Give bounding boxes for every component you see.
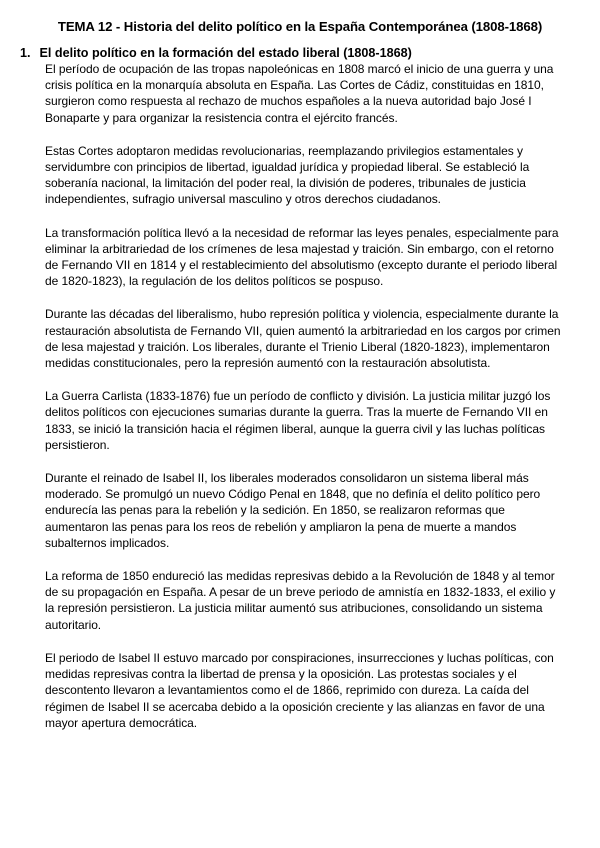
section-heading (20, 45, 412, 61)
paragraph: La reforma de 1850 endureció las medidas represivas debido a la Revolución de 1848 y al temor de su propagación en España. A pesar de un breve periodo de amnistía en 1832-1833, el exilio y la represión persistieron. La justicia militar aumentó sus atribuciones, consolidando un sistema autoritario. (45, 569, 556, 632)
paragraph: La transformación política llevó a la necesidad de reformar las leyes penales, especialmente para eliminar la arbitrariedad de los crímenes de lesa majestad y traición. Sin embargo, con el retorno de Fernando VII en 1814 y el restablecimiento del absolutismo (excepto durante el periodo liberal de 1820-1823), la regulación de los delitos políticos se pospuso. (45, 225, 559, 289)
section-body (45, 61, 565, 748)
document-title: TEMA 12 - Historia del delito político en la España Contemporánea (1808-1868) (57, 19, 543, 34)
section-title: El delito político en la formación del estado liberal (1808-1868) (39, 46, 412, 60)
paragraph: Durante las décadas del liberalismo, hubo represión política y violencia, especialmente durante la restauración absolutista de Fernando VII, quien aumentó la arbitrariedad en los cargos por crimen de lesa majestad y traición. Los liberales, durante el Trienio Liberal (1820-1823), implementaron medidas constitucionales, pero la represión aumentó con la restauración absolutista. (45, 307, 561, 371)
paragraph: La Guerra Carlista (1833-1876) fue un período de conflicto y división. La justicia militar juzgó los delitos políticos con ejecuciones sumarias durante la guerra. Tras la muerte de Fernando VII en 1833, se inició la transición hacia el régimen liberal, aunque la guerra civil y las luchas políticas persistieron. (45, 389, 551, 452)
paragraph: Durante el reinado de Isabel II, los liberales moderados consolidaron un sistema liberal más moderado. Se promulgó un nuevo Código Penal en 1848, que no definía el delito político pero endurecía las penas para la rebelión y la sedición. En 1850, se realizaron reformas que aumentaron las penas para los reos de rebelión y ampliaron la pena de muerte a mandos subalternos implicados. (45, 471, 541, 550)
paragraph: El período de ocupación de las tropas napoleónicas en 1808 marcó el inicio de una guerra y una crisis política en la monarquía absoluta en España. Las Cortes de Cádiz, constituidas en 1810, surgieron como respuesta al rechazo de muchos españoles a la nueva autoridad bajo José I Bonaparte y para organizar la resistencia contra el ejército francés. (45, 62, 554, 125)
paragraph: Estas Cortes adoptaron medidas revolucionarias, reemplazando privilegios estamentales y servidumbre con principios de libertad, igualdad jurídica y propiedad liberal. Se estableció la soberanía nacional, la limitación del poder real, la división de poderes, tribunales de justicia independientes, sufragio universal masculino y otros derechos ciudadanos. (45, 143, 530, 207)
paragraph: El periodo de Isabel II estuvo marcado por conspiraciones, insurrecciones y luchas políticas, con medidas represivas contra la libertad de prensa y la oposición. Las protestas sociales y el descontento llevaron a levantamientos como el de 1866, reprimido con dureza. La caída del régimen de Isabel II se acercaba debido a la oposición creciente y las alianzas en favor de una mayor apertura democrática. (45, 650, 554, 730)
section-number: 1. (20, 46, 31, 60)
